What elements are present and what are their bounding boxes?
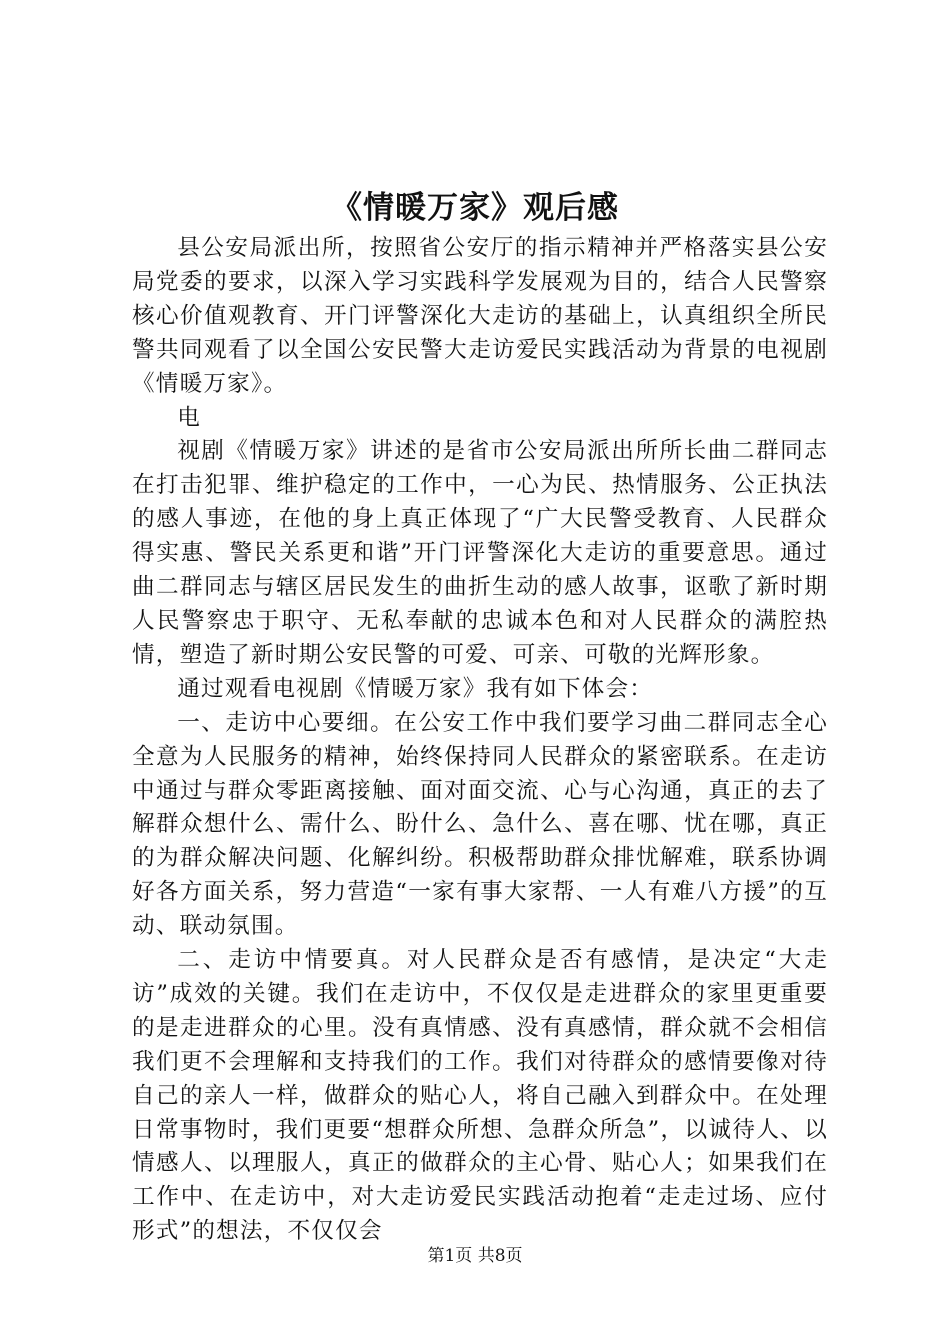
document-title: 《情暖万家》观后感 [331, 190, 619, 226]
paragraph-point-one: 一、走访中心要细。在公安工作中我们要学习曲二群同志全心全意为人民服务的精神，始终保持同人民群众的紧密联系。在走访中通过与群众零距离接触、面对面交流、心与心沟通，真正的去了解群众想什么、需什么、盼什么、急什么、喜在哪、忧在哪，真正的为群众解决问题、化解纠纷。积极帮助群众排忧解难，联系协调好各方面关系，努力营造“一家有事大家帮、一人有难八方援”的互动、联动氛围。 [132, 709, 828, 940]
paragraph-point-two: 二、走访中情要真。对人民群众是否有感情，是决定“大走访”成效的关键。我们在走访中，不仅仅是走进群众的家里更重要的是走进群众的心里。没有真情感、没有真感情，群众就不会相信我们更不会理解和支持我们的工作。我们对待群众的感情要像对待自己的亲人一样，做群众的贴心人，将自己融入到群众中。在处理日常事物时，我们更要“想群众所想、急群众所急”，以诚待人、以情感人、以理服人，真正的做群众的主心骨、贴心人；如果我们在工作中、在走访中，对大走访爱民实践活动抱着“走走过场、应付形式”的想法，不仅仅会 [132, 947, 828, 1245]
paragraph-synopsis: 视剧《情暖万家》讲述的是省市公安局派出所所长曲二群同志在打击犯罪、维护稳定的工作中，一心为民、热情服务、公正执法的感人事迹，在他的身上真正体现了“广大民警受教育、人民群众得实惠、警民关系更和谐”开门评警深化大走访的重要意思。通过曲二群同志与辖区居民发生的曲折生动的感人故事，讴歌了新时期人民警察忠于职守、无私奉献的忠诚本色和对人民群众的满腔热情，塑造了新时期公安民警的可爱、可亲、可敬的光辉形象。 [132, 438, 828, 668]
paragraph-reflection-intro: 通过观看电视剧《情暖万家》我有如下体会： [177, 675, 654, 702]
document-body [132, 232, 828, 1249]
page-number-footer: 第1页 共8页 [427, 1246, 523, 1266]
paragraph-fragment: 电 [177, 404, 201, 431]
paragraph-intro: 县公安局派出所，按照省公安厅的指示精神并严格落实县公安局党委的要求，以深入学习实践科学发展观为目的，结合人民警察核心价值观教育、开门评警深化大走访的基础上，认真组织全所民警共同观看了以全国公安民警大走访爱民实践活动为背景的电视剧《情暖万家》。 [132, 235, 828, 397]
